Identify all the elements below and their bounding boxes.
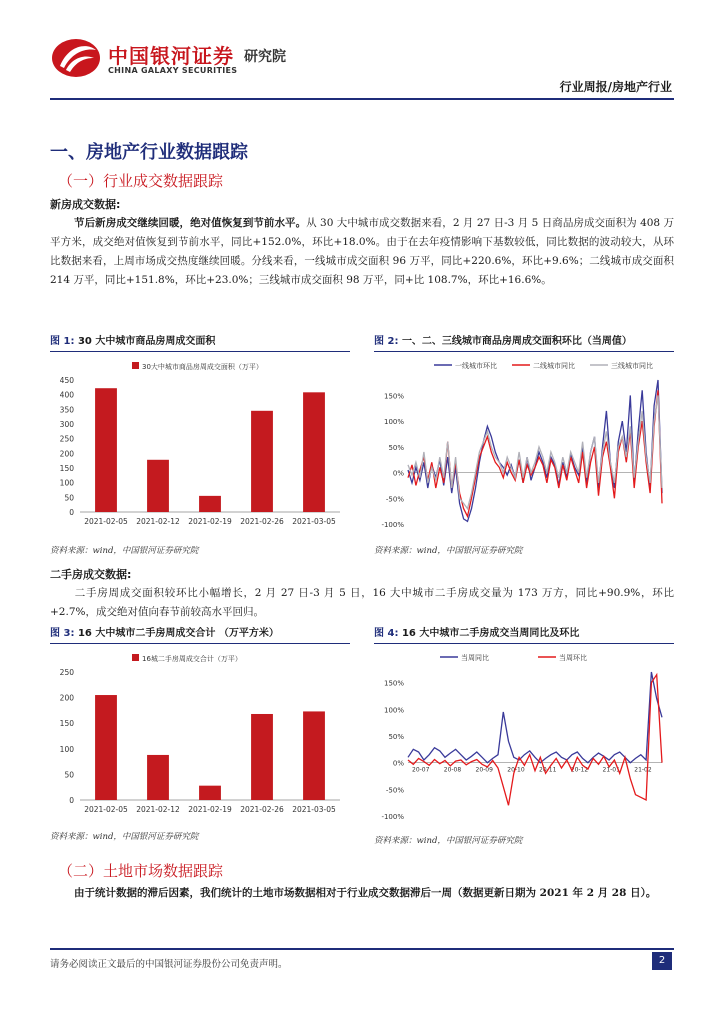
fig1-source: 资料来源：wind，中国银河证券研究院 (50, 546, 199, 556)
fig1-legend-swatch (132, 362, 139, 369)
section-title: 一、房地产行业数据跟踪 (50, 142, 248, 163)
fig3-chart (50, 646, 350, 822)
fig2-ytick-label: 150% (383, 392, 404, 401)
fig2-ytick-label: -100% (381, 521, 404, 529)
fig3-bar (95, 695, 117, 800)
fig3-bar (147, 755, 169, 800)
second-hand-paragraph (50, 584, 674, 622)
fig1-ytick-label: 250 (59, 434, 74, 444)
fig4-series-line (408, 675, 662, 806)
fig4-ytick-label: -50% (385, 786, 404, 795)
fig1-bar (147, 460, 169, 512)
fig3-source: 资料来源：wind，中国银河证券研究院 (50, 832, 199, 842)
fig4-ytick-label: -100% (381, 813, 404, 821)
fig4-source: 资料来源：wind，中国银河证券研究院 (374, 836, 523, 846)
fig4-number: 图 4: (374, 628, 399, 639)
fig3-xtick-label: 2021-02-12 (136, 805, 180, 814)
fig2-legend-text: 二线城市同比 (533, 362, 575, 370)
fig4-ytick-label: 150% (383, 679, 404, 688)
header-divider (50, 98, 674, 100)
fig1-xtick-label: 2021-02-26 (240, 517, 284, 526)
fig4-xtick-label: 20-07 (412, 766, 430, 774)
fig4-ytick-label: 50% (388, 733, 404, 741)
fig1-ytick-label: 400 (59, 390, 74, 400)
fig1-bar (199, 496, 221, 512)
second-hand-body: 二手房周成交面积较环比小幅增长，2 月 27 日-3 月 5 日，16 大中城市二手房成交量为 173 万方，同比+90.9%，环比+2.7%，成交绝对值向春节前较高水平回归。 (50, 587, 674, 618)
fig1-ytick-label: 50 (64, 493, 74, 503)
fig4-chart (374, 646, 674, 826)
fig3-xtick-label: 2021-02-26 (240, 805, 284, 814)
fig3-xtick-label: 2021-02-19 (188, 805, 232, 814)
fig2-ytick-label: -50% (385, 495, 404, 504)
fig2-legend-text: 一线城市环比 (455, 362, 497, 370)
report-category: 行业周报/房地产行业 (559, 80, 672, 94)
fig1-ytick-label: 100 (59, 478, 74, 488)
fig2-chart (374, 354, 674, 534)
fig4-xtick-label: 21-02 (634, 766, 652, 774)
fig1-xtick-label: 2021-02-12 (136, 517, 180, 526)
fig1-xtick-label: 2021-02-19 (188, 517, 232, 526)
logo-en-text: CHINA GALAXY SECURITIES (108, 66, 238, 75)
fig4-caption (374, 626, 674, 644)
subsection-title-1: （一）行业成交数据跟踪 (58, 172, 224, 190)
page-number: 2 (652, 952, 672, 970)
fig1-number: 图 1: (50, 336, 75, 347)
fig3-ytick-label: 250 (59, 668, 74, 677)
fig3-ytick-label: 100 (59, 744, 74, 754)
fig4-xtick-label: 20-08 (443, 766, 462, 774)
institute-label: 研究院 (244, 49, 286, 65)
fig4-xtick-label: 20-10 (507, 766, 525, 774)
fig3-bar (199, 786, 221, 800)
fig3-bar (251, 714, 273, 800)
fig4-xtick-label: 20-09 (475, 766, 493, 774)
fig3-number: 图 3: (50, 628, 75, 639)
fig3-caption (50, 626, 350, 644)
fig3-ytick-label: 200 (59, 693, 74, 703)
fig1-ytick-label: 300 (59, 420, 74, 429)
fig4-ytick-label: 100% (383, 706, 404, 715)
land-body: 由于统计数据的滞后因素，我们统计的土地市场数据相对于行业成交数据滞后一周（数据更新日期为 2021 年 2 月 28 日）。 (74, 887, 657, 899)
new-house-lead: 节后新房成交继续回暖，绝对值恢复到节前水平。 (74, 217, 307, 229)
footer-divider (50, 948, 674, 950)
fig1-ytick-label: 0 (69, 508, 74, 517)
fig1-bar (95, 388, 117, 512)
fig1-legend-text: 30大中城市商品房周成交面积（万平） (142, 363, 263, 371)
fig1-xtick-label: 2021-02-05 (84, 517, 128, 526)
fig1-ytick-label: 350 (59, 405, 74, 415)
fig4-legend-text: 当周同比 (461, 654, 489, 662)
fig1-ytick-label: 150 (59, 464, 74, 473)
fig4-legend-text: 当周环比 (559, 654, 587, 662)
new-house-heading: 新房成交数据: (50, 198, 121, 211)
fig1-ytick-label: 200 (59, 449, 74, 459)
new-house-body: 从 30 大中城市成交数据来看，2 月 27 日-3 月 5 日商品房成交面积为 408 万平方米，成交绝对值恢复到节前水平，同比+152.0%，环比+18.0%。由于在去年疫情影响下基数较低，同比数据的波动较大，从环比数据来看，上周市场成交热度继续回暖。分线来看，一线城市成交面积 96 万平，同比+220.6%，环比+9.6%；二线城市成交面积 214 万平，同比+151.8%，环比+23.0%；三线城市成交面积 98 万平，同+比 108.7%，环比+16.6%。 (50, 217, 675, 286)
fig2-ytick-label: 0% (392, 469, 404, 478)
fig4-series-line (408, 672, 662, 763)
fig3-bar (303, 711, 325, 800)
fig3-legend-swatch (132, 654, 139, 661)
fig1-title: 30 大中城市商品房周成交面积 (77, 336, 216, 347)
fig1-ytick-label: 450 (59, 376, 74, 385)
fig4-xtick-label: 21-01 (602, 766, 620, 774)
fig1-bar (303, 392, 325, 512)
fig2-title: 一、二、三线城市商品房周成交面积环比（当周值） (401, 336, 632, 347)
fig2-series-line (408, 395, 662, 508)
subsection-title-2: （二）土地市场数据跟踪 (58, 862, 224, 880)
fig3-xtick-label: 2021-02-05 (84, 805, 128, 814)
fig2-caption (374, 334, 674, 352)
land-paragraph (50, 884, 674, 903)
fig3-ytick-label: 50 (64, 770, 74, 780)
fig3-xtick-label: 2021-03-05 (292, 805, 336, 814)
fig2-source: 资料来源：wind，中国银河证券研究院 (374, 546, 523, 556)
fig2-number: 图 2: (374, 336, 399, 347)
fig3-ytick-label: 0 (69, 796, 74, 805)
new-house-paragraph (50, 214, 674, 290)
fig1-caption (50, 334, 350, 352)
footer-disclaimer: 请务必阅读正文最后的中国银河证券股份公司免责声明。 (50, 959, 288, 970)
logo-cn-text: 中国银河证券 (108, 44, 234, 68)
fig2-legend-text: 三线城市同比 (611, 362, 653, 370)
fig2-ytick-label: 50% (388, 443, 404, 452)
fig1-xtick-label: 2021-03-05 (292, 517, 336, 526)
fig4-xtick-label: 20-11 (539, 766, 557, 774)
fig3-title: 16 大中城市二手房周成交合计 （万平方米） (77, 628, 279, 639)
second-hand-heading: 二手房成交数据: (50, 568, 132, 581)
galaxy-logo-icon (50, 36, 102, 80)
fig4-ytick-label: 0% (392, 759, 404, 768)
fig1-chart (50, 354, 350, 534)
fig4-xtick-label: 20-12 (570, 766, 589, 774)
fig2-ytick-label: 100% (383, 418, 404, 427)
fig3-legend-text: 16城二手房周成交合计（万平） (142, 655, 242, 663)
fig1-bar (251, 411, 273, 512)
fig4-title: 16 大中城市二手房成交当周同比及环比 (401, 628, 580, 639)
fig3-ytick-label: 150 (59, 719, 74, 729)
